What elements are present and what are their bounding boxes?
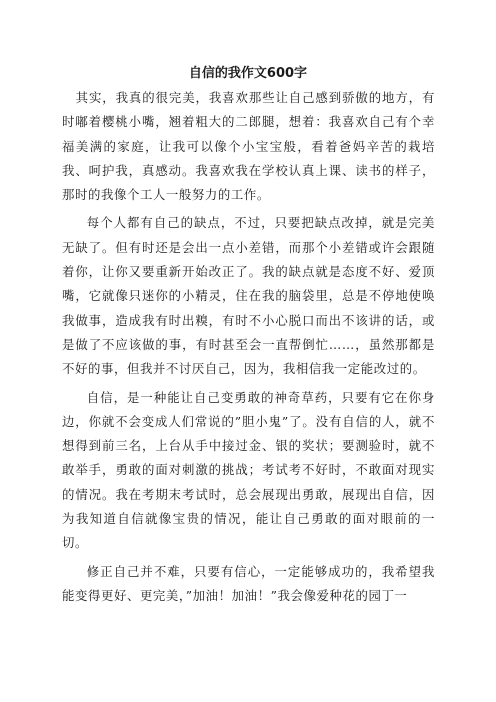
document-body [62, 86, 435, 612]
paragraph-4: 修正自己并不难，只要有信心，一定能够成功的，我希望我能变得更好、更完美，”加油！加油！”我会像爱种花的园丁一 [62, 563, 435, 603]
paragraph-1: 其实，我真的很完美，我喜欢那些让自己感到骄傲的地方，有时嘟着樱桃小嘴，翘着粗大的二郎腿，想着：我喜欢自己有个幸福美满的家庭，让我可以像个小宝宝般，看着爸妈辛苦的栽培我、呵护我，真感动。我喜欢我在学校认真上课、读书的样子，那时的我像个工人一般努力的工作。 [62, 90, 435, 203]
document-title: 自信的我作文600字 [188, 66, 308, 81]
paragraph-2: 每个人都有自己的缺点，不过，只要把缺点改掉，就是完美无缺了。但有时还是会出一点小差错，而那个小差错或许会跟随着你，让你又要重新开始改正了。我的缺点就是态度不好、爱顶嘴，它就像只迷你的小精灵，住在我的脑袋里，总是不停地使唤我做事，造成我有时出糗，有时不小心脱口而出不该讲的话，或是做了不应该做的事，有时甚至会一直帮倒忙……，虽然那都是不好的事，但我并不讨厌自己，因为，我相信我一定能改过的。 [62, 215, 435, 377]
paragraph-3: 自信，是一种能让自己变勇敢的神奇草药，只要有它在你身边，你就不会变成人们常说的”胆小鬼”了。没有自信的人，就不想得到前三名，上台从手中接过金、银的奖状；要测验时，就不敢举手，勇敢的面对刺激的挑战；考试考不好时，不敢面对现实的情况。我在考期末考试时，总会展现出勇敢，展现出自信，因为我知道自信就像宝贵的情况，能让自己勇敢的面对眼前的一切。 [62, 389, 435, 551]
